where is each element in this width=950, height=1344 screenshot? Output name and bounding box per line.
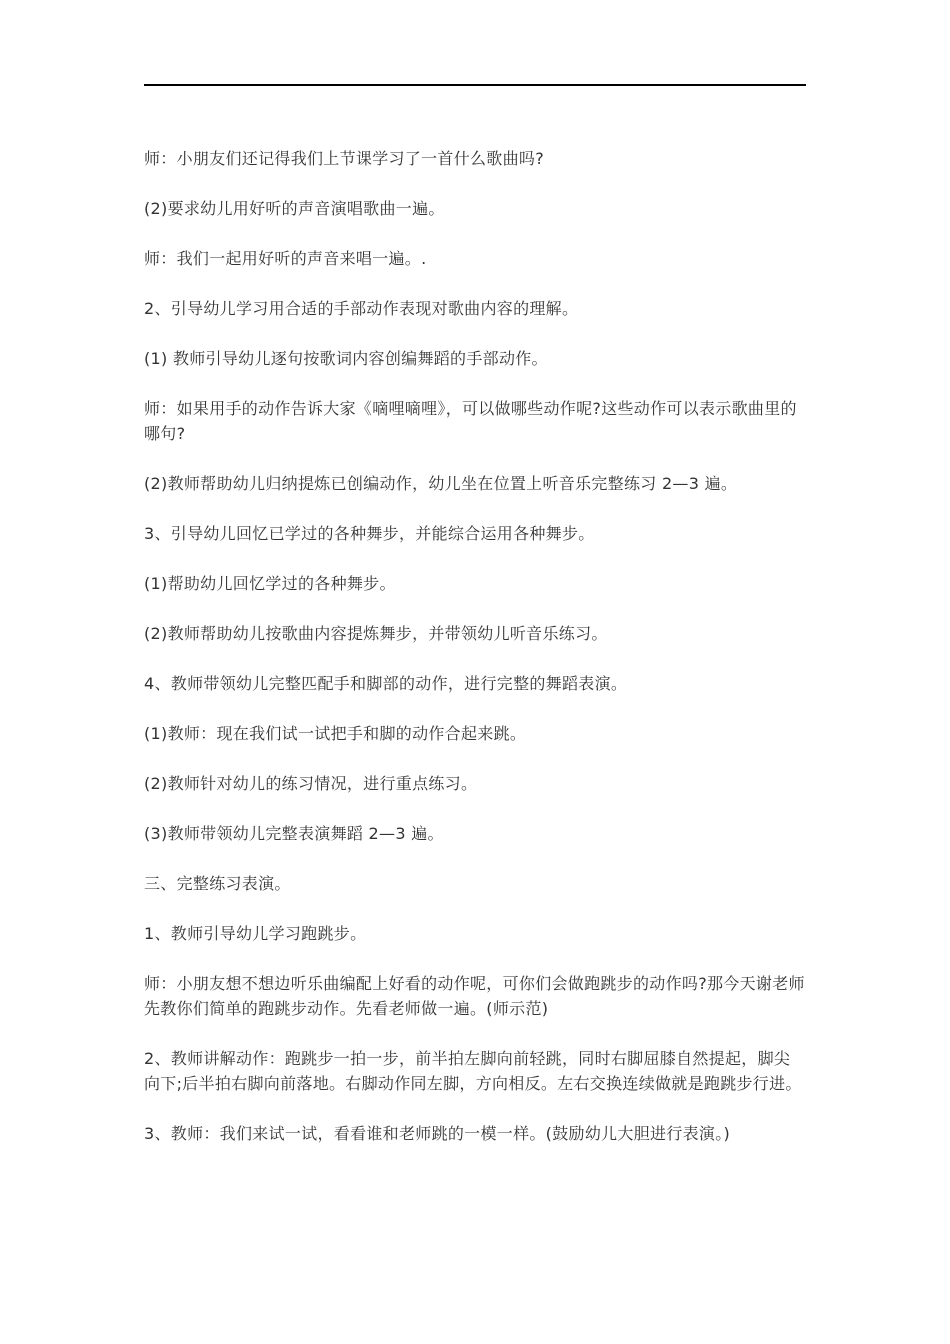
paragraph: 4、教师带领幼儿完整匹配手和脚部的动作，进行完整的舞蹈表演。 <box>144 674 628 693</box>
paragraph: 师：小朋友想不想边听乐曲编配上好看的动作呢，可你们会做跑跳步的动作吗?那今天谢老师先教你们简单的跑跳步动作。先看老师做一遍。(师示范) <box>144 974 805 1018</box>
paragraph: (1)教师：现在我们试一试把手和脚的动作合起来跳。 <box>144 724 527 743</box>
paragraph: (2)教师针对幼儿的练习情况，进行重点练习。 <box>144 774 478 793</box>
paragraph: 师：如果用手的动作告诉大家《嘀哩嘀哩》，可以做哪些动作呢?这些动作可以表示歌曲里的哪句? <box>144 399 797 443</box>
paragraph: (1)帮助幼儿回忆学过的各种舞步。 <box>144 574 396 593</box>
paragraph: (2)要求幼儿用好听的声音演唱歌曲一遍。 <box>144 199 445 218</box>
paragraph: (2)教师帮助幼儿按歌曲内容提炼舞步，并带领幼儿听音乐练习。 <box>144 624 608 643</box>
document-body <box>144 146 806 1171</box>
paragraph: 2、引导幼儿学习用合适的手部动作表现对歌曲内容的理解。 <box>144 299 579 318</box>
paragraph: (2)教师帮助幼儿归纳提炼已创编动作，幼儿坐在位置上听音乐完整练习 2—3 遍。 <box>144 474 738 493</box>
section-heading: 三、完整练习表演。 <box>144 874 291 893</box>
paragraph: 3、引导幼儿回忆已学过的各种舞步，并能综合运用各种舞步。 <box>144 524 595 543</box>
header-rule <box>144 84 806 86</box>
paragraph: (3)教师带领幼儿完整表演舞蹈 2—3 遍。 <box>144 824 444 843</box>
paragraph: 1、教师引导幼儿学习跑跳步。 <box>144 924 367 943</box>
paragraph: (1) 教师引导幼儿逐句按歌词内容创编舞蹈的手部动作。 <box>144 349 548 368</box>
paragraph: 师：小朋友们还记得我们上节课学习了一首什么歌曲吗? <box>144 149 544 168</box>
paragraph: 2、教师讲解动作：跑跳步一拍一步，前半拍左脚向前轻跳，同时右脚屈膝自然提起，脚尖向下;后半拍右脚向前落地。右脚动作同左脚，方向相反。左右交换连续做就是跑跳步行进。 <box>144 1049 802 1093</box>
paragraph: 师：我们一起用好听的声音来唱一遍。. <box>144 249 427 268</box>
paragraph: 3、教师：我们来试一试，看看谁和老师跳的一模一样。(鼓励幼儿大胆进行表演。) <box>144 1124 731 1143</box>
